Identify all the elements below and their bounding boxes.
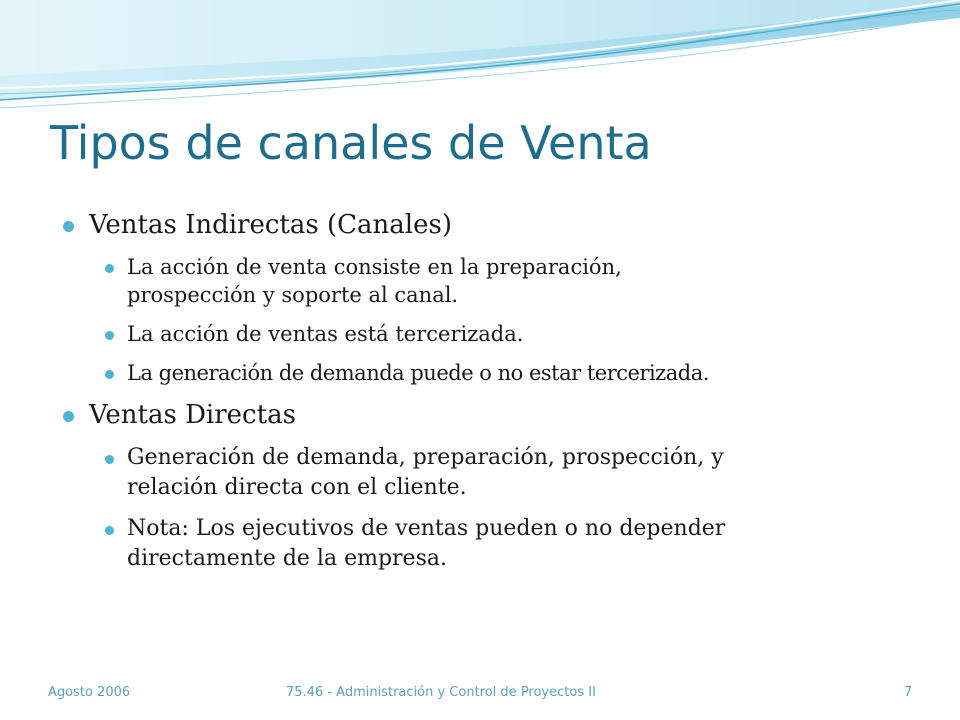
bullet-ventas-directas bbox=[60, 398, 940, 432]
bullet-dot-icon bbox=[105, 264, 114, 273]
bullet-dot-icon bbox=[63, 221, 74, 232]
sub-bullet-text: La acción de venta consiste en la preparación, prospección y soporte al canal. bbox=[127, 255, 622, 307]
footer-page-number: 7 bbox=[904, 685, 913, 700]
bullet-dot-icon bbox=[105, 370, 114, 379]
slide-content bbox=[60, 208, 940, 574]
bullet-dot-icon bbox=[63, 411, 74, 422]
sub-bullet-text: La acción de ventas está tercerizada. bbox=[127, 322, 524, 346]
sub-bullet bbox=[60, 253, 940, 309]
bullet-dot-icon bbox=[105, 526, 114, 535]
sub-bullet bbox=[60, 320, 940, 348]
slide-title: Tipos de canales de Venta bbox=[50, 116, 652, 170]
section-heading: Ventas Directas bbox=[89, 400, 296, 430]
sub-bullet-text: Generación de demanda, preparación, prospección, y relación directa con el cliente. bbox=[127, 445, 724, 500]
bullet-dot-icon bbox=[105, 331, 114, 340]
header-wave-decoration bbox=[0, 0, 960, 130]
sub-bullet-text: Nota: Los ejecutivos de ventas pueden o no depender directamente de la empresa. bbox=[127, 516, 726, 571]
bullet-dot-icon bbox=[105, 455, 114, 464]
sub-bullet bbox=[60, 359, 940, 387]
sub-bullet bbox=[60, 443, 940, 503]
sub-bullet bbox=[60, 514, 940, 574]
section-heading: Ventas Indirectas (Canales) bbox=[89, 210, 452, 240]
footer-date: Agosto 2006 bbox=[48, 685, 131, 700]
bullet-ventas-indirectas bbox=[60, 208, 940, 242]
footer-course: 75.46 - Administración y Control de Proyectos II bbox=[286, 685, 596, 700]
sub-bullet-text: La generación de demanda puede o no estar tercerizada. bbox=[127, 361, 709, 385]
